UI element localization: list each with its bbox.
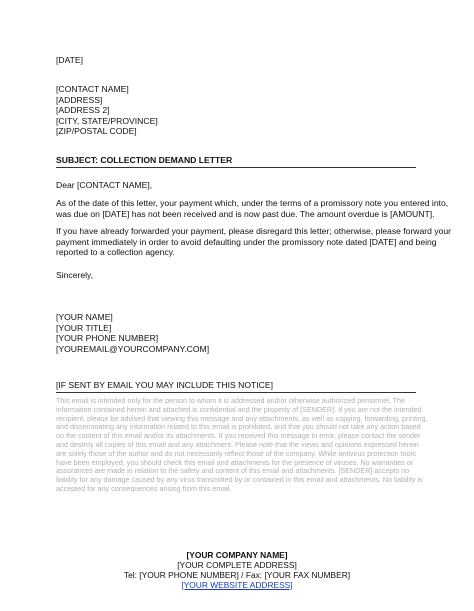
paragraph-line: As of the date of this letter, your payment which, under the terms of a promissory note you entered into, [56, 198, 449, 208]
address-line: [CONTACT NAME] [56, 84, 129, 94]
footer-company-name: [YOUR COMPANY NAME] [186, 550, 288, 560]
paragraph-line: reported to a collection agency. [56, 247, 175, 258]
disclaimer-line: information contained herein and attached is confidential and the property of [SENDER]. If you are not the intended [56, 404, 422, 414]
paragraph-line: payment immediately in order to avoid defaulting under the promissory note dated [DATE] and being [56, 236, 437, 247]
signature-block [56, 312, 414, 354]
footer-address: [YOUR COMPLETE ADDRESS] [177, 560, 297, 570]
notice-heading [56, 380, 414, 391]
disclaimer-line: and disseminating any information related to this email is prohibited, and that you should not take any action based [56, 422, 421, 432]
address-line: [ADDRESS 2] [56, 105, 110, 116]
disclaimer-line: This email is intended only for the person to whom it is addressed and/or otherwise authorized personnel. The [56, 396, 406, 405]
body-paragraph-1 [56, 198, 449, 219]
signature-line: [YOUR TITLE] [56, 322, 112, 333]
signature-line: [YOUREMAIL@YOURCOMPANY.COM] [56, 343, 210, 354]
disclaimer-line: are solely those of the author and do not necessarily reflect those of the company. While antivirus protection tools [56, 448, 416, 458]
letter-date [56, 55, 414, 66]
disclaimer-line: recipient, please be advised that viewing this message and any attachments, as well as copying, forwarding, printing, [56, 413, 428, 423]
salutation-text: Dear [CONTACT NAME], [56, 180, 153, 190]
address-line: [ADDRESS] [56, 94, 103, 105]
subject-line [56, 155, 414, 166]
notice-heading-text: [IF SENT BY EMAIL YOU MAY INCLUDE THIS NOTICE] [56, 380, 273, 390]
disclaimer-line: assurances are made in relation to the safety and content of this email and attachments. [SENDER] accepts no [56, 466, 410, 476]
footer-website-link[interactable]: [YOUR WEBSITE ADDRESS] [181, 580, 293, 590]
address-line: [ZIP/POSTAL CODE] [56, 126, 137, 137]
address-line: [CITY, STATE/PROVINCE] [56, 115, 158, 126]
subject-text: SUBJECT: COLLECTION DEMAND LETTER [56, 155, 233, 165]
footer-phone-fax: Tel: [YOUR PHONE NUMBER] / Fax: [YOUR FAX NUMBER] [123, 570, 351, 580]
salutation [56, 180, 414, 191]
paragraph-line: If you have already forwarded your payment, please disregard this letter; otherwise, please forward your [56, 226, 452, 236]
disclaimer-line: and destroy all copies of this email and any attachment. Please note that the views and opinions expressed herein [56, 439, 419, 449]
closing [56, 270, 414, 281]
notice-divider [56, 392, 416, 393]
disclaimer-line: accepted for any consequences arising from this email. [56, 483, 232, 493]
disclaimer-line: on the content of this email and/or its attachments. If you received this message in error, please contact the sender [56, 431, 421, 441]
body-paragraph-2 [56, 226, 452, 258]
signature-line: [YOUR NAME] [56, 312, 113, 322]
company-footer [0, 550, 474, 590]
paragraph-line: was due on [DATE] has not been received and is now past due. The amount overdue is [AMOUNT]. [56, 208, 435, 219]
date-text: [DATE] [56, 55, 84, 65]
disclaimer-line: liability for any damage caused by any virus transmitted by or contained in this email and attachments. No liability is [56, 475, 423, 485]
email-disclaimer [56, 396, 428, 494]
recipient-address [56, 84, 414, 137]
disclaimer-line: have been employed, you should check this email and attachments for the presence of viruses. No warranties or [56, 457, 414, 467]
subject-divider [56, 167, 416, 168]
closing-text: Sincerely, [56, 270, 94, 280]
signature-line: [YOUR PHONE NUMBER] [56, 333, 159, 344]
